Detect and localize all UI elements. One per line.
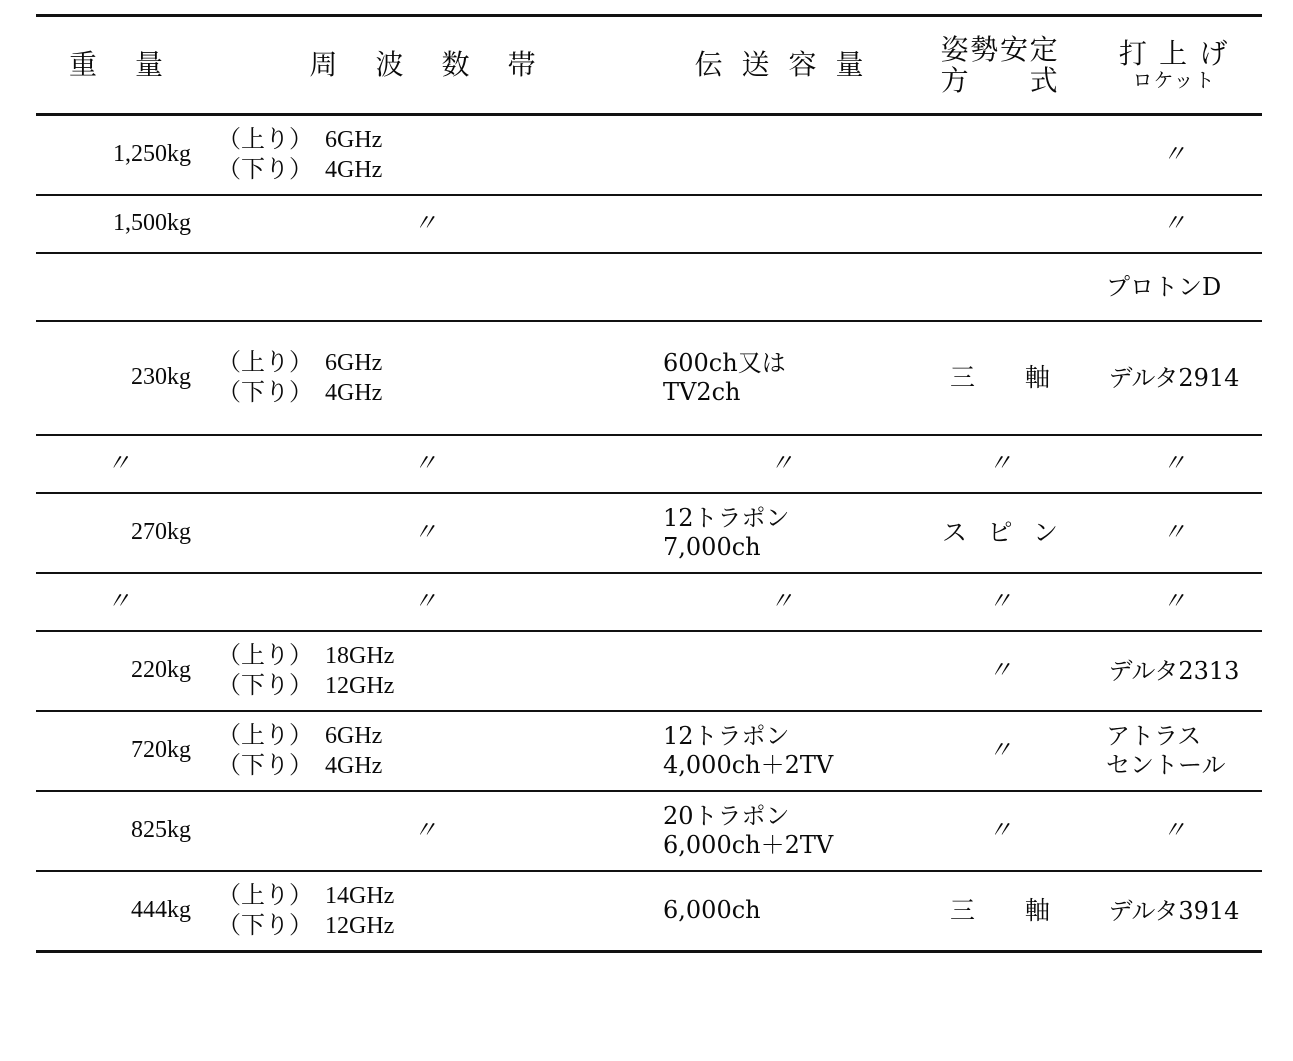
value-weight: 1,250kg: [113, 141, 191, 168]
cell-rocket: [1086, 871, 1262, 952]
cell-capacity: [649, 631, 914, 711]
value-capacity-line2: 6,000ch＋2TV: [663, 831, 834, 859]
cell-weight: [36, 871, 201, 952]
table-row: [36, 791, 1262, 871]
table-row: [36, 573, 1262, 631]
header-cell-weight: [36, 16, 201, 115]
value-rocket: 〃: [1162, 140, 1186, 169]
cell-rocket: [1086, 493, 1262, 573]
value-weight: 720kg: [131, 737, 191, 764]
value-rocket: デルタ2914: [1108, 363, 1240, 392]
cell-rocket: [1086, 253, 1262, 321]
cell-weight: [36, 711, 201, 791]
value-frequency: 〃: [413, 449, 437, 478]
header-label-transmission-capacity: 伝 送 容 量: [694, 47, 869, 81]
value-rocket: 〃: [1162, 587, 1186, 616]
cell-stability: [914, 195, 1086, 253]
value-capacity: 12トラポン: [663, 721, 790, 750]
cell-rocket: [1086, 791, 1262, 871]
satellite-specification-table: [36, 14, 1262, 953]
cell-stability: [914, 573, 1086, 631]
header-label-rocket-sub: ロケット: [1132, 68, 1216, 93]
value-stability: 三 軸: [949, 895, 1050, 925]
cell-weight: [36, 195, 201, 253]
table-row: [36, 115, 1262, 196]
value-capacity-line2: 7,000ch: [663, 533, 761, 561]
value-capacity: 600ch又は: [663, 348, 786, 377]
value-weight: 〃: [106, 587, 131, 616]
header-label-weight: 重 量: [68, 47, 169, 81]
value-freq-up-label: （上り）: [217, 347, 313, 376]
cell-rocket: [1086, 435, 1262, 493]
value-freq-up: 6GHz: [325, 126, 383, 153]
cell-weight: [36, 321, 201, 435]
cell-rocket: [1086, 573, 1262, 631]
cell-frequency: [201, 871, 649, 952]
value-freq-up-label: （上り）: [217, 640, 313, 669]
value-capacity-line2: TV2ch: [663, 378, 741, 406]
value-capacity: 20トラポン: [663, 801, 790, 830]
table-row: [36, 493, 1262, 573]
value-capacity: 〃: [769, 587, 794, 616]
value-rocket: プロトンD: [1106, 272, 1222, 301]
cell-frequency: [201, 631, 649, 711]
cell-rocket: [1086, 115, 1262, 196]
cell-stability: [914, 435, 1086, 493]
value-weight: 444kg: [131, 897, 191, 924]
value-freq-up-label: （上り）: [217, 124, 313, 153]
table-header-row: [36, 16, 1262, 115]
cell-capacity: [649, 711, 914, 791]
cell-frequency: [201, 711, 649, 791]
value-frequency: 〃: [413, 518, 437, 547]
cell-capacity: [649, 573, 914, 631]
cell-stability: [914, 115, 1086, 196]
value-weight: 1,500kg: [113, 210, 191, 237]
table-row: [36, 631, 1262, 711]
value-freq-down: 4GHz: [325, 380, 383, 406]
cell-frequency: [201, 573, 649, 631]
value-capacity: 〃: [769, 449, 794, 478]
value-stability: 三 軸: [949, 362, 1050, 392]
value-rocket: アトラス: [1106, 722, 1202, 751]
cell-rocket: [1086, 321, 1262, 435]
cell-capacity: [649, 115, 914, 196]
value-capacity: 6,000ch: [663, 896, 761, 925]
cell-frequency: [201, 195, 649, 253]
cell-weight: [36, 573, 201, 631]
cell-rocket: [1086, 631, 1262, 711]
header-label-launch: 打 上 げ: [1118, 37, 1230, 71]
cell-stability: [914, 321, 1086, 435]
cell-stability: [914, 791, 1086, 871]
cell-capacity: [649, 195, 914, 253]
value-frequency: 〃: [413, 816, 437, 845]
header-cell-launch-rocket: [1086, 16, 1262, 115]
cell-capacity: [649, 791, 914, 871]
value-freq-down-label: （下り）: [217, 378, 313, 406]
value-weight: 230kg: [131, 364, 191, 391]
cell-weight: [36, 791, 201, 871]
value-weight: 〃: [106, 449, 131, 478]
cell-weight: [36, 115, 201, 196]
cell-stability: [914, 253, 1086, 321]
header-label-frequency-band: 周 波 数 帯: [309, 47, 541, 81]
cell-stability: [914, 711, 1086, 791]
value-freq-down-label: （下り）: [217, 751, 313, 779]
value-freq-down-label: （下り）: [217, 155, 313, 183]
header-label-attitude-stabilization: 姿勢安定: [940, 32, 1060, 66]
value-rocket-line2: セントール: [1106, 751, 1226, 779]
cell-stability: [914, 871, 1086, 952]
value-rocket: 〃: [1162, 449, 1186, 478]
cell-weight: [36, 253, 201, 321]
cell-frequency: [201, 435, 649, 493]
value-freq-up: 6GHz: [325, 349, 383, 376]
cell-stability: [914, 631, 1086, 711]
value-freq-up-label: （上り）: [217, 880, 313, 909]
value-weight: 825kg: [131, 817, 191, 844]
cell-stability: [914, 493, 1086, 573]
cell-frequency: [201, 791, 649, 871]
value-stability: 〃: [988, 449, 1012, 478]
cell-rocket: [1086, 711, 1262, 791]
value-freq-up-label: （上り）: [217, 720, 313, 749]
value-frequency: 〃: [413, 209, 437, 238]
cell-frequency: [201, 115, 649, 196]
cell-capacity: [649, 493, 914, 573]
cell-capacity: [649, 871, 914, 952]
cell-capacity: [649, 321, 914, 435]
cell-frequency: [201, 321, 649, 435]
table-row: [36, 711, 1262, 791]
value-freq-down-label: （下り）: [217, 671, 313, 699]
header-cell-attitude-stabilization: [914, 16, 1086, 115]
value-stability: 〃: [988, 656, 1012, 685]
value-stability: 〃: [988, 587, 1012, 616]
value-frequency: 〃: [413, 587, 437, 616]
value-freq-up: 14GHz: [325, 882, 395, 909]
header-cell-transmission-capacity: [649, 16, 914, 115]
cell-frequency: [201, 493, 649, 573]
value-capacity: 12トラポン: [663, 503, 790, 532]
value-rocket: 〃: [1162, 518, 1186, 547]
table-row: [36, 195, 1262, 253]
value-stability: 〃: [988, 816, 1012, 845]
value-freq-down: 4GHz: [325, 157, 383, 183]
value-weight: 220kg: [131, 657, 191, 684]
value-freq-up: 18GHz: [325, 642, 395, 669]
cell-frequency: [201, 253, 649, 321]
cell-weight: [36, 435, 201, 493]
table-row: [36, 253, 1262, 321]
value-rocket: 〃: [1162, 209, 1186, 238]
header-label-attitude-stabilization-sub: 方 式: [940, 64, 1060, 97]
value-rocket: 〃: [1162, 816, 1186, 845]
table-row: [36, 871, 1262, 952]
value-capacity-line2: 4,000ch＋2TV: [663, 751, 834, 779]
value-freq-down: 12GHz: [325, 913, 395, 939]
value-freq-down: 4GHz: [325, 753, 383, 779]
cell-capacity: [649, 253, 914, 321]
table-row: [36, 321, 1262, 435]
value-stability: 〃: [988, 736, 1012, 765]
value-freq-down-label: （下り）: [217, 911, 313, 939]
value-freq-down: 12GHz: [325, 673, 395, 699]
table-row: [36, 435, 1262, 493]
header-cell-frequency-band: [201, 16, 649, 115]
cell-rocket: [1086, 195, 1262, 253]
cell-weight: [36, 493, 201, 573]
value-rocket: デルタ2313: [1108, 656, 1240, 685]
cell-capacity: [649, 435, 914, 493]
value-freq-up: 6GHz: [325, 722, 383, 749]
value-rocket: デルタ3914: [1108, 896, 1240, 925]
value-weight: 270kg: [131, 519, 191, 546]
value-stability: ス ピ ン: [942, 517, 1065, 547]
cell-weight: [36, 631, 201, 711]
